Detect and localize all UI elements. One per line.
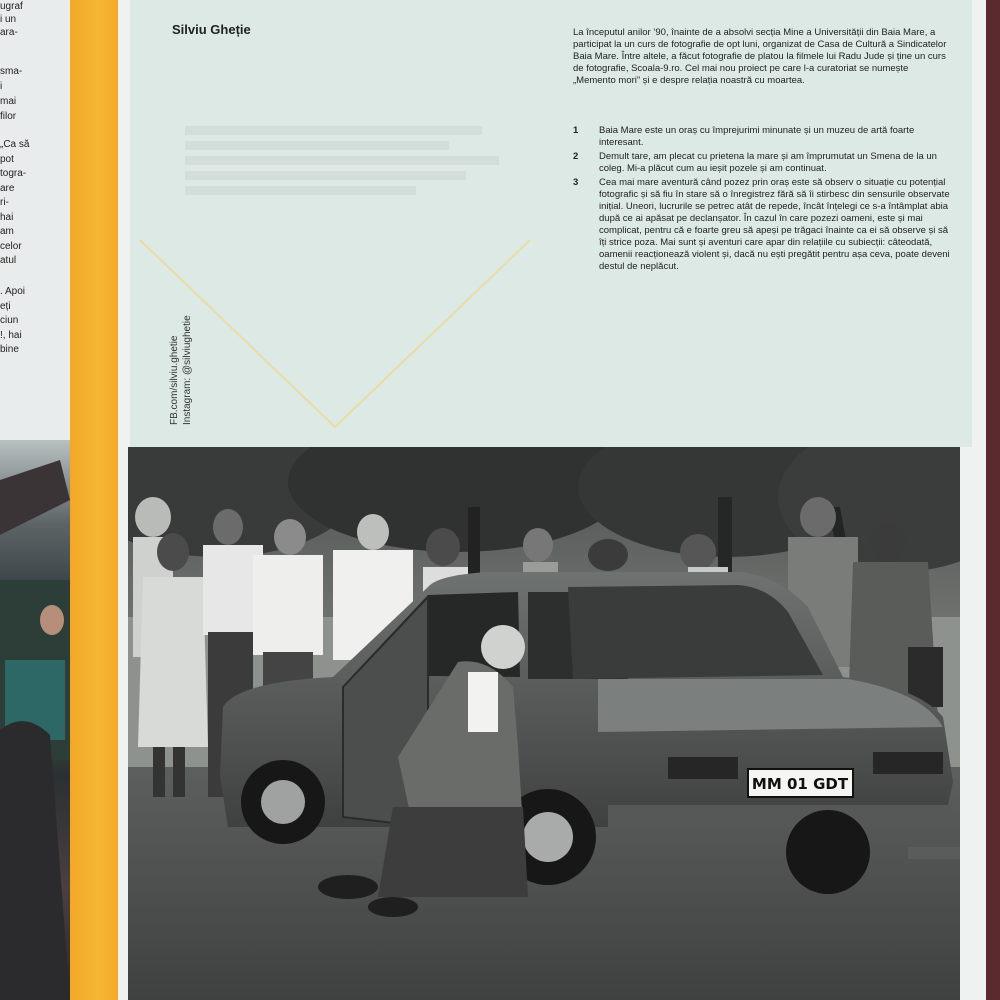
left-text-line: ugraf [0, 1, 23, 12]
qa-answer: Baia Mare este un oraș cu împrejurimi minunate și un muzeu de artă foarte interesant. [599, 125, 915, 148]
left-text-line: sma- [0, 66, 23, 77]
left-text-line: i un [0, 14, 17, 25]
qa-answer: Cea mai mare aventură când pozez prin oraș este să observ o situație cu potențial fotografic și să fiu în stare să o înregistrez fără să îi stirbesc din sensurile observate inițial. Uneori, lucrurile se petrec atât de repede, încât înțelegi ce s-a întâmplat abia după ce ai apăsat pe declanșator. În cazul în care pozezi oameni, este și mai complicat, pentru că e foarte greu să apeși pe trăgaci înainte ca ei să observe și să îți strice poza. Mai sunt și aventuri care apar din relațiile cu subiecții: câteodată, oamenii reacționează violent și, dacă nu ești pregătit pentru așa ceva, poate deveni destul de neplăcut. [599, 177, 950, 272]
license-plate: MM 01 GDT [751, 775, 849, 793]
street-photograph [128, 447, 960, 1000]
left-text-line: celor [0, 240, 22, 252]
instagram-handle[interactable]: Instagram: @silviughetie [182, 315, 193, 425]
intro-paragraph: La începutul anilor ’90, înainte de a absolvi secția Mine a Universității din Baia Mare, a participat la un curs de fotografie de opt luni, organizat de Casa de Cultură a Sindicatelor Baia Mare. Între altele, a făcut fotografie de platou la filmele lui Radu Jude și ține un curs de fotografie, Scoala-9.ro. Cel mai nou proiect pe care l-a curatoriat se numește „Memento mori” și e despre relația noastră cu moartea. [573, 27, 947, 86]
left-text-line: eți [0, 300, 11, 312]
qa-item [573, 177, 953, 273]
qa-item [573, 125, 953, 149]
left-text-line: are [0, 182, 15, 194]
left-text-line: togra- [0, 168, 27, 179]
left-page-photo [0, 440, 70, 1000]
author-name: Silviu Gheție [172, 22, 251, 37]
qa-number: 3 [573, 177, 579, 188]
left-text-line: . Apoi [0, 286, 26, 297]
qa-number: 1 [573, 125, 579, 136]
social-links [168, 315, 194, 425]
left-text-line: i [0, 81, 3, 92]
left-text-line: mai [0, 96, 17, 107]
magazine-page [118, 0, 986, 1000]
qa-item [573, 151, 953, 175]
qa-list [573, 125, 953, 275]
qa-answer: Demult tare, am plecat cu prietena la mare și am împrumutat un Smena de la un coleg. Mi-a plăcut cum au ieșit pozele și am continuat. [599, 151, 937, 174]
left-text-line: !, hai [0, 329, 22, 341]
left-text-line: ri- [0, 197, 9, 208]
left-text-line: atul [0, 255, 17, 266]
qa-number: 2 [573, 151, 579, 162]
left-text-line: pot [0, 153, 14, 165]
left-text-line: bine [0, 344, 19, 355]
left-text-line: hai [0, 211, 14, 223]
photo-illustration [128, 447, 960, 1000]
facebook-link[interactable]: FB.com/silviu.ghetie [169, 335, 180, 425]
left-text-line: ciun [0, 315, 19, 326]
left-text-line: ara- [0, 27, 18, 38]
left-text-line: am [0, 226, 14, 237]
left-text-line: filor [0, 111, 17, 122]
left-text-line: „Ca să [0, 139, 30, 150]
show-through-text [185, 120, 515, 201]
text-panel [130, 0, 972, 447]
